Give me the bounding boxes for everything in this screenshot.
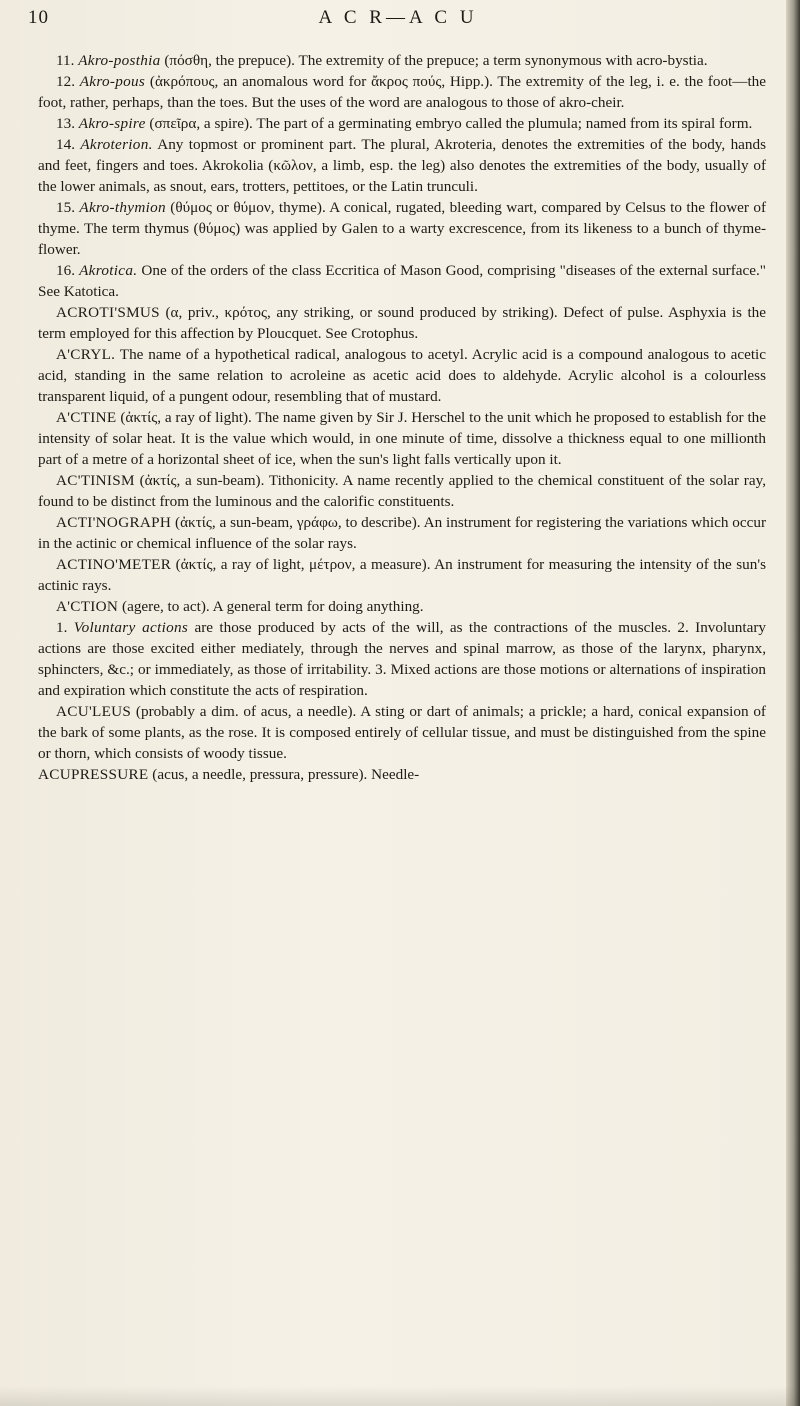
entry-body: (ἀκτίς, a ray of light). The name given by Sir J. Herschel to the unit which he proposed to establish for the intensity of solar heat. It is the value which would, in one minute of time, dissolve a thickness equal to one millionth part of a metre of a horizontal sheet of ice, when the sun's light falls vertically upon it.: [38, 409, 766, 468]
page-bottom-shadow: [0, 1386, 800, 1406]
entry-headword: ACU'LEUS: [56, 703, 132, 720]
entry-akro-pous: [38, 71, 766, 113]
page-header: [28, 7, 768, 35]
entry-headword: ACROTI'SMUS: [56, 304, 160, 321]
entry-headword: AC'TINISM: [56, 472, 135, 489]
entry-acupressure: [38, 764, 766, 785]
page-number: 10: [28, 7, 49, 28]
entry-body: (ἀκτίς, a sun-beam). Tithonicity. A name recently applied to the chemical constituent of the solar ray, found to be distinct from the luminous and the calorific constituents.: [38, 472, 766, 510]
entry-headword: Akro-pous: [79, 73, 146, 90]
entry-akro-thymion: [38, 197, 766, 260]
entry-headword: Akro-thymion: [79, 199, 166, 216]
entry-headword: A'CRYL.: [56, 346, 116, 363]
entry-acryl: [38, 344, 766, 407]
dictionary-column: [38, 50, 766, 785]
entry-action-kinds: [38, 617, 766, 701]
entry-body: (σπεῖρα, a spire). The part of a germinating embryo called the plumula; named from its spiral form.: [145, 115, 753, 132]
entry-body: (ἀκτίς, a sun-beam, γράφω, to describe). An instrument for registering the variations which occur in the actinic or chemical influence of the solar rays.: [38, 514, 766, 552]
entry-headword: Akroterion.: [80, 136, 153, 153]
entry-body: (α, priv., κρότος, any striking, or sound produced by striking). Defect of pulse. Asphyxia is the term employed for this affection by Ploucquet. See Crotophus.: [38, 304, 766, 342]
entry-body: (ἀκρόπους, an anomalous word for ἄκρος πούς, Hipp.). The extremity of the leg, i. e. the foot—the foot, rather, perhaps, than the toes. But the uses of the word are analogous to those of akro-cheir.: [38, 73, 766, 111]
entry-headword: Voluntary actions: [73, 619, 189, 636]
entry-headword: Akrotica.: [79, 262, 138, 279]
entry-number: 1.: [56, 619, 68, 636]
entry-body: are those produced by acts of the will, as the contractions of the muscles. 2. Involuntary actions are those excited either mediately, through the nerves and spinal marrow, as those of the larynx, pharynx, sphincters, &c.; or immediately, as those of irritability. 3. Mixed actions are those motions or alternations of inspiration and expiration which constitute the acts of respiration.: [38, 619, 766, 699]
entry-actine: [38, 407, 766, 470]
entry-body: (acus, a needle, pressura, pressure). Needle-: [148, 766, 420, 783]
entry-acrotismus: [38, 302, 766, 344]
running-head: A C R—A C U: [318, 7, 478, 28]
entry-number: 14.: [56, 136, 75, 153]
entry-body: One of the orders of the class Eccritica of Mason Good, comprising "diseases of the external surface." See Katotica.: [38, 262, 766, 300]
entry-number: 13.: [56, 115, 75, 132]
entry-actinograph: [38, 512, 766, 554]
entry-aculeus: [38, 701, 766, 764]
entry-body: (πόσθη, the prepuce). The extremity of the prepuce; a term synonymous with acro-bystia.: [160, 52, 708, 69]
entry-body: (agere, to act). A general term for doing anything.: [118, 598, 424, 615]
entry-action: [38, 596, 766, 617]
entry-akroterion: [38, 134, 766, 197]
entry-number: 11.: [56, 52, 75, 69]
entry-actinism: [38, 470, 766, 512]
entry-body: Any topmost or prominent part. The plural, Akroteria, denotes the extremities of the body, hands and feet, fingers and toes. Akrokolia (κῶλον, a limb, esp. the leg) also denotes the extremities of the body, usually of the lower animals, as snout, ears, trotters, pettitoes, or the Latin trunculi.: [38, 136, 767, 195]
entry-number: 12.: [56, 73, 75, 90]
entry-body: (ἀκτίς, a ray of light, μέτρον, a measure). An instrument for measuring the intensity of the sun's actinic rays.: [38, 556, 766, 594]
entry-headword: A'CTION: [56, 598, 119, 615]
entry-akro-posthia: [38, 50, 766, 71]
entry-headword: Akro-posthia: [78, 52, 161, 69]
page-edge-shadow: [786, 0, 800, 1406]
entry-headword: ACTI'NOGRAPH: [56, 514, 172, 531]
entry-headword: ACTINO'METER: [56, 556, 172, 573]
entry-akrotica: [38, 260, 766, 302]
entry-body: The name of a hypothetical radical, analogous to acetyl. Acrylic acid is a compound analogous to acetic acid, standing in the same relation to acroleine as acetic acid does to aldehyde. Acrylic alcohol is a colourless transparent liquid, of a pungent odour, resembling that of mustard.: [38, 346, 766, 405]
entry-actinometer: [38, 554, 766, 596]
entry-body: (θύμος or θύμον, thyme). A conical, rugated, bleeding wart, compared by Celsus to the flower of thyme. The term thymus (θύμος) was applied by Galen to a warty excrescence, from its likeness to a bunch of thyme-flower.: [38, 199, 766, 258]
entry-number: 16.: [56, 262, 75, 279]
entry-headword: Akro-spire: [78, 115, 146, 132]
entry-number: 15.: [56, 199, 75, 216]
entry-body: (probably a dim. of acus, a needle). A sting or dart of animals; a prickle; a hard, conical expansion of the bark of some plants, as the rose. It is composed entirely of cellular tissue, and must be distinguished from the spine or thorn, which consists of woody tissue.: [38, 703, 766, 762]
entry-headword: ACUPRESSURE: [38, 766, 149, 783]
entry-akro-spire: [38, 113, 766, 134]
entry-headword: A'CTINE: [56, 409, 117, 426]
